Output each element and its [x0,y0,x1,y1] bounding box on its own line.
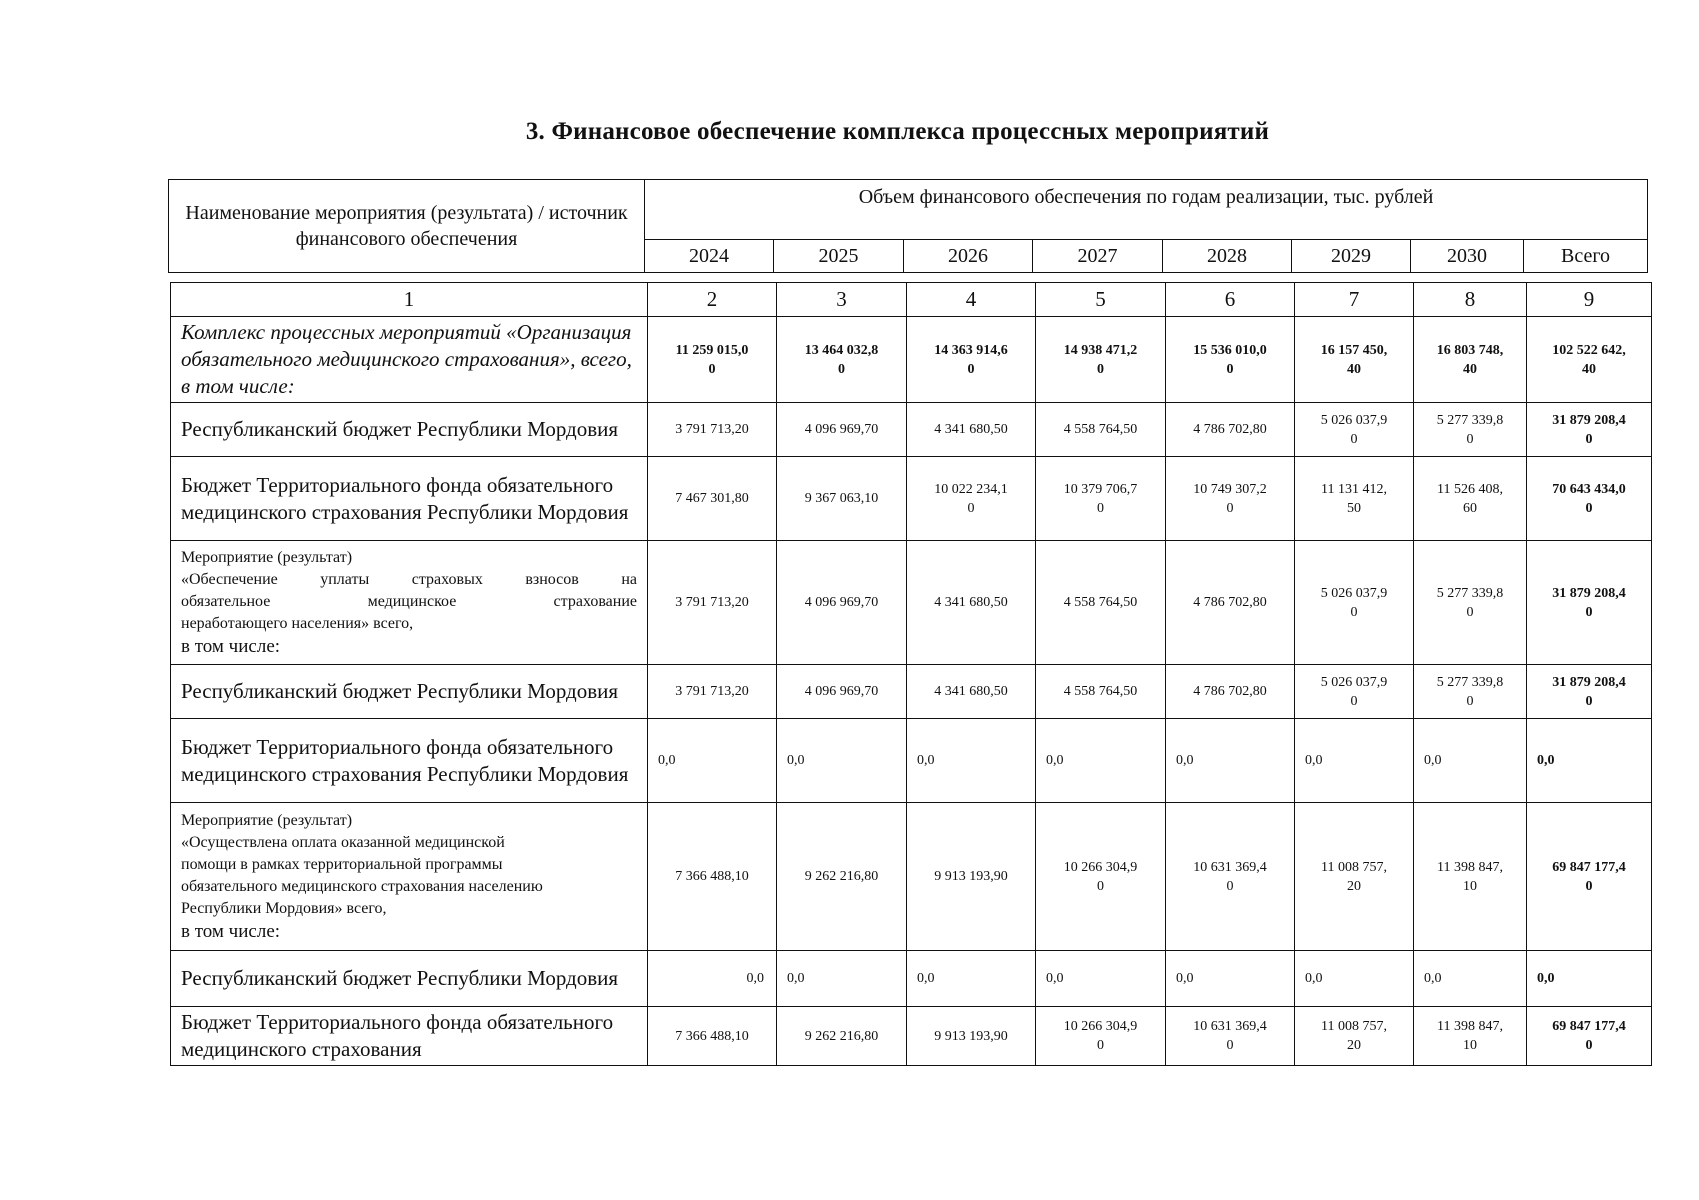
value-cell: 3 791 713,20 [648,403,777,457]
value-cell: 15 536 010,0 0 [1166,317,1295,403]
value-cell: 4 558 764,50 [1036,541,1166,665]
value-cell: 0,0 [1295,951,1414,1007]
value-cell: 5 026 037,9 0 [1295,541,1414,665]
volume-header: Объем финансового обеспечения по годам реализации, тыс. рублей [645,180,1648,240]
value-cell: 9 262 216,80 [777,1007,907,1066]
value-cell: 10 631 369,4 0 [1166,1007,1295,1066]
value-cell: 0,0 [1414,719,1527,803]
value-cell: 11 526 408, 60 [1414,457,1527,541]
value-cell: 4 096 969,70 [777,665,907,719]
value-cell: 0,0 [1036,719,1166,803]
value-cell: 4 786 702,80 [1166,541,1295,665]
row-name: Бюджет Территориального фонда обязательного медицинского страхования [171,1007,648,1066]
index-cell: 5 [1036,283,1166,317]
index-cell: 9 [1527,283,1652,317]
row-name [171,541,648,665]
value-cell: 16 803 748, 40 [1414,317,1527,403]
total-header: Всего [1524,240,1648,273]
value-cell: 11 398 847, 10 [1414,803,1527,951]
value-cell: 0,0 [1295,719,1414,803]
year-header: 2024 [645,240,774,273]
table-header [168,179,1648,273]
value-cell: 4 341 680,50 [907,403,1036,457]
value-cell: 7 366 488,10 [648,1007,777,1066]
index-row [171,283,1652,317]
row-name-line: Республики Мордовия» всего, [181,899,387,917]
table-row [171,541,1652,665]
value-cell: 4 786 702,80 [1166,403,1295,457]
table-row [171,457,1652,541]
table-row [171,951,1652,1007]
total-cell: 69 847 177,4 0 [1527,1007,1652,1066]
value-cell: 0,0 [1166,719,1295,803]
value-cell: 10 266 304,9 0 [1036,1007,1166,1066]
value-cell: 4 558 764,50 [1036,403,1166,457]
index-cell: 2 [648,283,777,317]
row-name-line: помощи в рамках территориальной программы [181,855,503,873]
row-name-line: обязательное медицинское страхование [181,592,637,610]
value-cell: 14 363 914,6 0 [907,317,1036,403]
index-cell: 8 [1414,283,1527,317]
index-cell: 6 [1166,283,1295,317]
value-cell: 4 096 969,70 [777,403,907,457]
row-name [171,803,648,951]
value-cell: 0,0 [648,951,777,1007]
value-cell: 14 938 471,2 0 [1036,317,1166,403]
table-row [171,403,1652,457]
finance-table [170,282,1652,1066]
value-cell: 3 791 713,20 [648,541,777,665]
value-cell: 11 008 757, 20 [1295,803,1414,951]
table-row [171,719,1652,803]
table-row [171,1007,1652,1066]
value-cell: 0,0 [907,719,1036,803]
row-name: Республиканский бюджет Республики Мордовия [171,403,648,457]
value-cell: 9 913 193,90 [907,803,1036,951]
year-header: 2025 [774,240,904,273]
year-header: 2029 [1292,240,1411,273]
value-cell: 5 026 037,9 0 [1295,665,1414,719]
year-header: 2028 [1163,240,1292,273]
value-cell: 10 749 307,2 0 [1166,457,1295,541]
value-cell: 5 277 339,8 0 [1414,541,1527,665]
value-cell: 10 379 706,7 0 [1036,457,1166,541]
value-cell: 4 558 764,50 [1036,665,1166,719]
year-header: 2027 [1033,240,1163,273]
value-cell: 10 022 234,1 0 [907,457,1036,541]
year-header: 2026 [904,240,1033,273]
index-cell: 7 [1295,283,1414,317]
row-name-line: обязательного медицинского страхования населению [181,877,543,895]
index-cell: 4 [907,283,1036,317]
total-cell: 102 522 642, 40 [1527,317,1652,403]
value-cell: 4 341 680,50 [907,541,1036,665]
table-row [171,317,1652,403]
row-name-line: «Обеспечение уплаты страховых взносов на [181,570,637,588]
total-cell: 0,0 [1527,951,1652,1007]
row-name-tail: в том числе: [181,920,281,942]
value-cell: 3 791 713,20 [648,665,777,719]
year-header: 2030 [1411,240,1524,273]
value-cell: 9 262 216,80 [777,803,907,951]
value-cell: 11 398 847, 10 [1414,1007,1527,1066]
row-name-line: «Осуществлена оплата оказанной медицинской [181,833,505,851]
value-cell: 0,0 [648,719,777,803]
row-name-line: Мероприятие (результат) [181,548,353,566]
value-cell: 5 026 037,9 0 [1295,403,1414,457]
value-cell: 0,0 [1414,951,1527,1007]
index-cell: 3 [777,283,907,317]
value-cell: 11 008 757, 20 [1295,1007,1414,1066]
total-cell: 31 879 208,4 0 [1527,541,1652,665]
value-cell: 5 277 339,8 0 [1414,403,1527,457]
index-cell: 1 [171,283,648,317]
value-cell: 13 464 032,8 0 [777,317,907,403]
total-cell: 69 847 177,4 0 [1527,803,1652,951]
value-cell: 4 096 969,70 [777,541,907,665]
value-cell: 0,0 [777,719,907,803]
value-cell: 11 259 015,0 0 [648,317,777,403]
total-cell: 70 643 434,0 0 [1527,457,1652,541]
value-cell: 0,0 [1036,951,1166,1007]
value-cell: 9 367 063,10 [777,457,907,541]
value-cell: 16 157 450, 40 [1295,317,1414,403]
value-cell: 0,0 [1166,951,1295,1007]
value-cell: 11 131 412, 50 [1295,457,1414,541]
row-name-tail: в том числе: [181,635,281,657]
total-cell: 31 879 208,4 0 [1527,665,1652,719]
value-cell: 9 913 193,90 [907,1007,1036,1066]
row-name: Республиканский бюджет Республики Мордовия [171,665,648,719]
row-name-line: неработающего населения» всего, [181,614,414,632]
table-row [171,803,1652,951]
value-cell: 0,0 [907,951,1036,1007]
value-cell: 5 277 339,8 0 [1414,665,1527,719]
value-cell: 10 266 304,9 0 [1036,803,1166,951]
table-row [171,665,1652,719]
row-name: Бюджет Территориального фонда обязательного медицинского страхования Республики Мордовия [171,457,648,541]
value-cell: 4 341 680,50 [907,665,1036,719]
name-column-header: Наименование мероприятия (результата) / источник финансового обеспечения [169,180,645,273]
value-cell: 0,0 [777,951,907,1007]
value-cell: 10 631 369,4 0 [1166,803,1295,951]
row-name: Республиканский бюджет Республики Мордовия [171,951,648,1007]
page-title: 3. Финансовое обеспечение комплекса процессных мероприятий [525,118,1270,145]
total-cell: 0,0 [1527,719,1652,803]
row-name-line: Мероприятие (результат) [181,811,353,829]
value-cell: 7 467 301,80 [648,457,777,541]
value-cell: 7 366 488,10 [648,803,777,951]
row-name: Бюджет Территориального фонда обязательного медицинского страхования Республики Мордовия [171,719,648,803]
row-name: Комплекс процессных мероприятий «Организация обязательного медицинского страхования», всего, в том числе: [171,317,648,403]
total-cell: 31 879 208,4 0 [1527,403,1652,457]
value-cell: 4 786 702,80 [1166,665,1295,719]
